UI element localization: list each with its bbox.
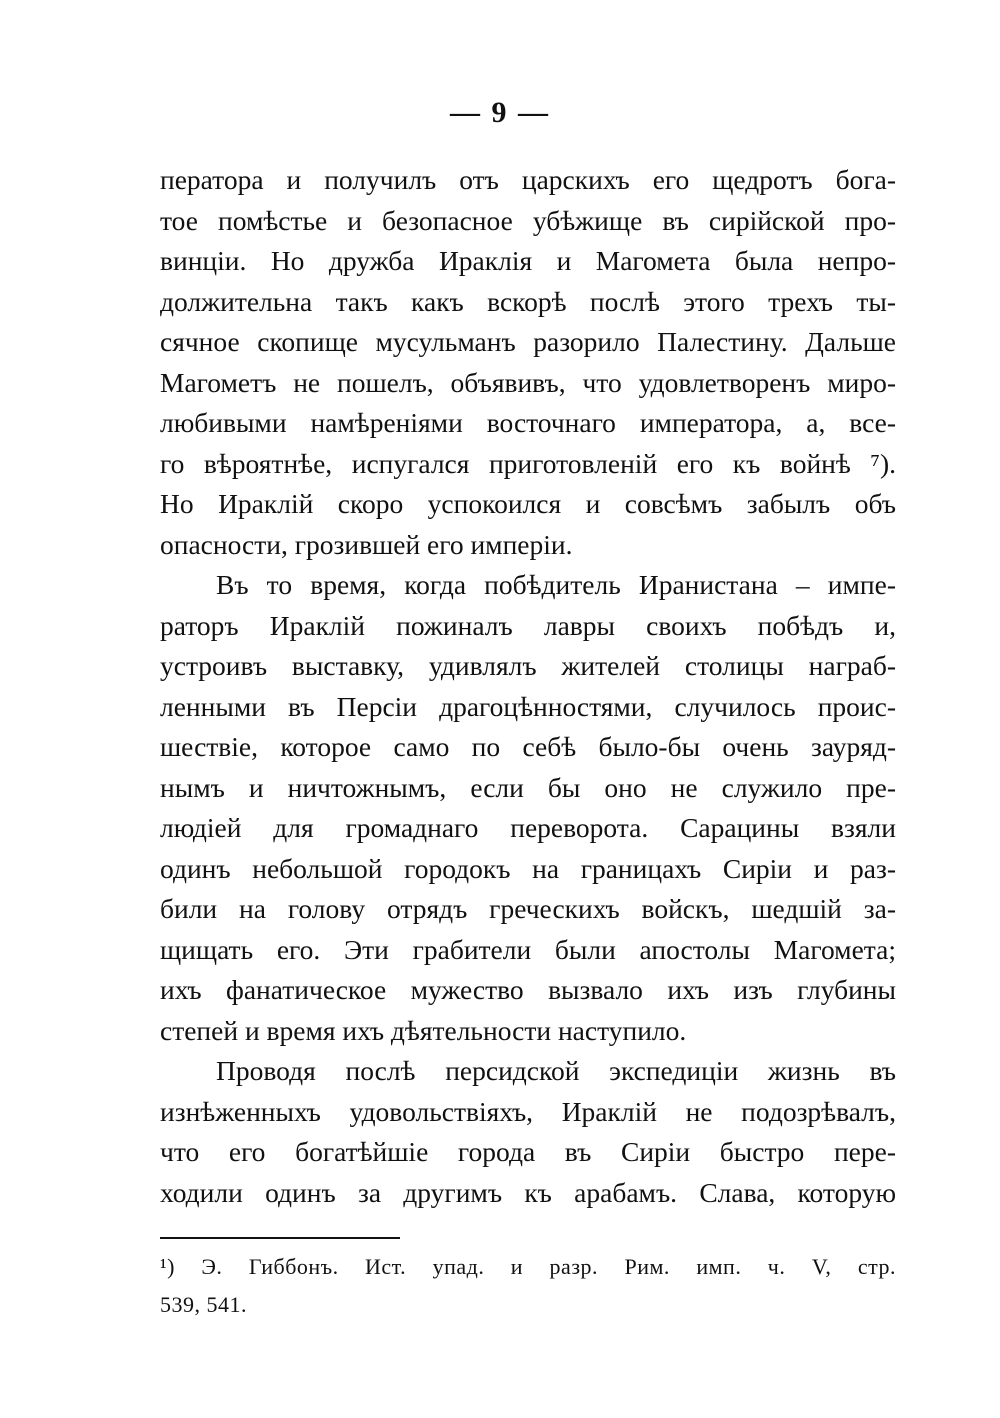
body-text [160,160,896,1213]
text-line: ленными въ Персіи драгоцѣнностями, случилось проис- [160,690,896,722]
footnote [160,1248,896,1324]
text-line: ходили одинъ за другимъ къ арабамъ. Слава, которую [160,1176,896,1208]
text-line: сячное скопище мусульманъ разорило Палестину. Дальше [160,326,896,357]
text-line: го вѣроятнѣе, испугался приготовленій его къ войнѣ ⁷). [160,447,896,479]
text-line: тое помѣстье и безопасное убѣжище въ сирійской про- [160,204,896,236]
text-line: щищать его. Эти грабители были апостолы Магомета; [160,933,896,965]
text-line: степей и время ихъ дѣятельности наступило. [160,1014,687,1046]
paragraph [160,565,896,1051]
text-line: Проводя послѣ персидской экспедиціи жизнь въ [216,1055,896,1086]
text-line: ихъ фанатическое мужество вызвало ихъ изъ глубины [160,974,896,1005]
text-line: Въ то время, когда побѣдитель Иранистана – импе- [216,569,896,600]
text-line: Магометъ не пошелъ, объявивъ, что удовлетворенъ миро- [160,366,896,398]
page-number: — 9 — [450,96,550,129]
text-line: винціи. Но дружба Ираклія и Магомета была непро- [160,245,896,276]
footnote-line: 539, 541. [160,1292,247,1317]
text-line: шествіе, которое само по себѣ было-бы очень зауряд- [160,731,896,762]
text-line: людіей для громаднаго переворота. Сарацины взяли [160,812,896,843]
text-line: должительна такъ какъ вскорѣ послѣ этого трехъ ты- [160,285,896,317]
text-line: устроивъ выставку, удивлялъ жителей столицы награб- [160,650,896,681]
text-line: опасности, грозившей его имперіи. [160,528,573,560]
text-line: ператора и получилъ отъ царскихъ его щедротъ бога- [160,164,896,195]
text-line: били на голову отрядъ греческихъ войскъ, шедшій за- [160,893,896,924]
paragraph [160,160,896,565]
text-line: одинъ небольшой городокъ на границахъ Сиріи и раз- [160,852,896,884]
text-line: раторъ Ираклій пожиналъ лавры своихъ побѣдъ и, [160,609,896,641]
text-line: что его богатѣйшіе города въ Сиріи быстро пере- [160,1136,896,1167]
paragraph [160,1051,896,1213]
footnote-divider [160,1237,400,1239]
text-line: нымъ и ничтожнымъ, если бы оно не служило пре- [160,771,896,803]
footnote-line: ¹) Э. Гиббонъ. Ист. упад. и разр. Рим. имп. ч. V, стр. [160,1254,896,1279]
text-line: Но Ираклій скоро успокоился и совсѣмъ забылъ объ [160,488,896,519]
text-line: изнѣженныхъ удовольствіяхъ, Ираклій не подозрѣвалъ, [160,1095,896,1127]
text-line: любивыми намѣреніями восточнаго императора, а, все- [160,407,896,438]
